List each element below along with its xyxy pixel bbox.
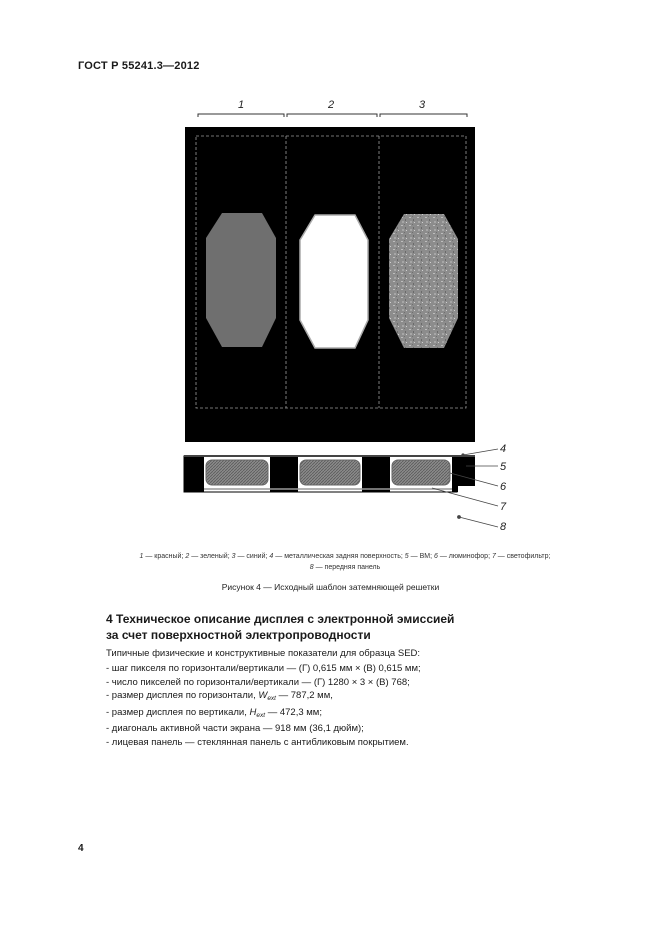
legend-item: 8 — передняя панель bbox=[309, 564, 381, 571]
figure-caption: Рисунок 4 — Исходный шаблон затемняющей решетки bbox=[221, 582, 440, 592]
spec-item-front-panel: - лицевая панель — стеклянная панель с антибликовым покрытием. bbox=[106, 736, 409, 748]
page-header-standard: ГОСТ Р 55241.3—2012 bbox=[78, 60, 200, 72]
figure-legend bbox=[80, 551, 610, 573]
page-number: 4 bbox=[78, 843, 84, 854]
callout-6: 6 bbox=[500, 481, 507, 493]
phosphor-cells bbox=[206, 460, 450, 485]
red-subpixel-shape bbox=[206, 213, 276, 347]
legend-item: 6 — люминофор; bbox=[433, 553, 492, 560]
legend-item: 3 — синий; bbox=[231, 553, 270, 560]
callout-4: 4 bbox=[500, 443, 507, 455]
spec-item-pitch: - шаг пикселя по горизонтали/вертикали — (Г) 0,615 мм × (В) 0,615 мм; bbox=[106, 663, 421, 674]
section-title bbox=[106, 611, 586, 643]
zone-label-3: 3 bbox=[419, 99, 426, 111]
spec-item-pixels: - число пикселей по горизонтали/вертикали — (Г) 1280 × 3 × (В) 768; bbox=[106, 676, 410, 688]
legend-item: 1 — красный; bbox=[139, 553, 186, 560]
callout-5: 5 bbox=[500, 461, 507, 473]
zone-braces bbox=[198, 114, 467, 117]
blue-subpixel-shape bbox=[389, 214, 458, 348]
legend-item: 7 — светофильтр; bbox=[491, 553, 551, 560]
callout-8: 8 bbox=[500, 521, 507, 533]
cross-section-back-plate bbox=[457, 456, 475, 486]
green-subpixel-shape bbox=[300, 215, 368, 348]
section-title-line-2: за счет поверхностной электропроводности bbox=[106, 628, 371, 642]
legend-item: 5 — ВМ; bbox=[404, 553, 434, 560]
spec-list bbox=[106, 662, 421, 749]
spec-item-diagonal: - диагональ активной части экрана — 918 мм (36,1 дюйм); bbox=[106, 723, 364, 734]
legend-item: 2 — зеленый; bbox=[185, 553, 232, 560]
spec-item-width: - размер дисплея по горизонтали, $W_{ext}$ — 787,2 мм, bbox=[106, 690, 333, 702]
zone-label-1: 1 bbox=[238, 99, 245, 111]
zone-label-2: 2 bbox=[328, 99, 335, 111]
callout-7: 7 bbox=[500, 501, 507, 513]
section-intro: Типичные физические и конструктивные показатели для образца SED: bbox=[106, 648, 421, 659]
section-title-line-1: 4 Техническое описание дисплея с электронной эмиссией bbox=[106, 612, 455, 626]
spec-item-height: - размер дисплея по вертикали, $H_{ext}$ — 472,3 мм; bbox=[106, 706, 322, 719]
legend-item: 4 — металлическая задняя поверхность; bbox=[269, 553, 405, 560]
